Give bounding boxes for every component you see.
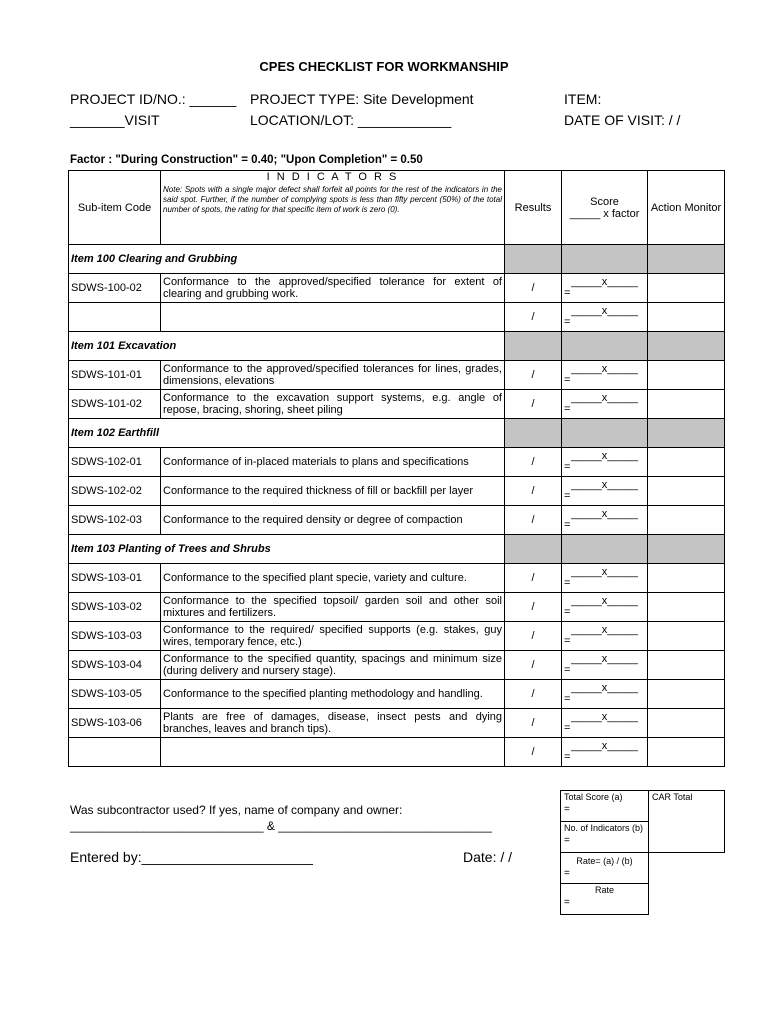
rate-cell[interactable] bbox=[561, 884, 649, 915]
subcontractor-question: Was subcontractor used? If yes, name of company and owner: bbox=[70, 803, 403, 817]
section-row bbox=[69, 535, 725, 564]
score-line: _____x_____ bbox=[571, 450, 638, 462]
action-monitor-cell[interactable] bbox=[648, 680, 725, 709]
action-monitor-header: Action Monitor bbox=[648, 171, 725, 245]
score-line: _____x_____ bbox=[571, 595, 638, 607]
action-monitor-cell[interactable] bbox=[648, 651, 725, 680]
table-row bbox=[69, 477, 725, 506]
subitem-code: SDWS-103-05 bbox=[69, 680, 161, 709]
page-title: CPES CHECKLIST FOR WORKMANSHIP bbox=[259, 59, 509, 74]
rate-ab-eq: = bbox=[564, 868, 570, 879]
table-header-row bbox=[69, 171, 725, 245]
subitem-code: SDWS-103-04 bbox=[69, 651, 161, 680]
indicator-text: Conformance to the excavation support systems, e.g. angle of repose, bracing, shoring, sheet piling bbox=[161, 390, 505, 419]
score-line: _____x_____ bbox=[571, 363, 638, 375]
score-cell[interactable] bbox=[562, 448, 648, 477]
action-monitor-cell[interactable] bbox=[648, 738, 725, 767]
subitem-code: SDWS-103-02 bbox=[69, 593, 161, 622]
section-row bbox=[69, 332, 725, 361]
subitem-code: SDWS-102-01 bbox=[69, 448, 161, 477]
score-header-factor: _____ x factor bbox=[569, 207, 640, 220]
score-line: _____x_____ bbox=[571, 276, 638, 288]
rate-ab-label: Rate= (a) / (b) bbox=[576, 856, 633, 866]
section-title: Item 103 Planting of Trees and Shrubs bbox=[69, 535, 505, 564]
table-row bbox=[69, 448, 725, 477]
score-eq: = bbox=[564, 606, 571, 618]
project-id-field: PROJECT ID/NO.: ______ bbox=[70, 91, 237, 107]
rate-eq: = bbox=[564, 897, 570, 908]
date-of-visit-field: DATE OF VISIT: / / bbox=[564, 112, 681, 128]
factor-note: Factor : "During Construction" = 0.40; "Upon Completion" = 0.50 bbox=[70, 154, 423, 166]
score-cell[interactable] bbox=[562, 303, 648, 332]
results-cell[interactable]: / bbox=[505, 622, 562, 651]
indicator-text: Conformance to the specified topsoil/ garden soil and other soil mixtures and fertilizers. bbox=[161, 593, 505, 622]
action-monitor-cell[interactable] bbox=[648, 361, 725, 390]
table-row bbox=[69, 506, 725, 535]
results-header: Results bbox=[505, 171, 562, 245]
no-indicators-eq: = bbox=[564, 835, 570, 846]
subitem-code: SDWS-100-02 bbox=[69, 274, 161, 303]
subitem-code: SDWS-102-03 bbox=[69, 506, 161, 535]
indicator-text bbox=[161, 738, 505, 767]
score-eq: = bbox=[564, 490, 571, 502]
entered-date-field[interactable]: Date: / / bbox=[463, 849, 513, 865]
score-eq: = bbox=[564, 374, 571, 386]
table-row bbox=[69, 564, 725, 593]
entered-by-field[interactable]: Entered by:______________________ bbox=[70, 849, 313, 865]
action-monitor-cell[interactable] bbox=[648, 303, 725, 332]
score-header-label: Score bbox=[590, 195, 619, 208]
section-shade-cell bbox=[648, 419, 725, 448]
table-row bbox=[69, 274, 725, 303]
action-monitor-cell[interactable] bbox=[648, 477, 725, 506]
results-cell[interactable]: / bbox=[505, 303, 562, 332]
table-row bbox=[69, 390, 725, 419]
score-cell[interactable] bbox=[562, 651, 648, 680]
results-cell[interactable]: / bbox=[505, 390, 562, 419]
results-cell[interactable]: / bbox=[505, 738, 562, 767]
results-cell[interactable]: / bbox=[505, 448, 562, 477]
section-shade-cell bbox=[562, 535, 648, 564]
no-indicators-label: No. of Indicators (b) bbox=[564, 823, 644, 833]
subitem-code bbox=[69, 303, 161, 332]
subcontractor-lines[interactable]: _____________________________ & ________________________________ bbox=[70, 819, 492, 833]
section-title: Item 100 Clearing and Grubbing bbox=[69, 245, 505, 274]
score-eq: = bbox=[564, 287, 571, 299]
results-cell[interactable]: / bbox=[505, 680, 562, 709]
total-score-eq: = bbox=[564, 804, 570, 815]
score-eq: = bbox=[564, 664, 571, 676]
subitem-code: SDWS-103-01 bbox=[69, 564, 161, 593]
table-row bbox=[69, 738, 725, 767]
score-header bbox=[562, 171, 648, 245]
action-monitor-cell[interactable] bbox=[648, 506, 725, 535]
indicator-text: Conformance of in-placed materials to plans and specifications bbox=[161, 448, 505, 477]
summary-table bbox=[560, 790, 725, 915]
rate-label: Rate bbox=[594, 885, 614, 895]
subitem-code: SDWS-103-06 bbox=[69, 709, 161, 738]
score-line: _____x_____ bbox=[571, 740, 638, 752]
subitem-code: SDWS-103-03 bbox=[69, 622, 161, 651]
section-title: Item 102 Earthfill bbox=[69, 419, 505, 448]
score-eq: = bbox=[564, 577, 571, 589]
section-shade-cell bbox=[505, 419, 562, 448]
section-row bbox=[69, 419, 725, 448]
table-row bbox=[69, 303, 725, 332]
action-monitor-cell[interactable] bbox=[648, 448, 725, 477]
results-cell[interactable]: / bbox=[505, 477, 562, 506]
subitem-code: SDWS-102-02 bbox=[69, 477, 161, 506]
section-shade-cell bbox=[648, 332, 725, 361]
results-cell[interactable]: / bbox=[505, 651, 562, 680]
section-shade-cell bbox=[562, 332, 648, 361]
score-cell[interactable] bbox=[562, 361, 648, 390]
indicator-text: Conformance to the approved/specified tolerance for extent of clearing and grubbing work. bbox=[161, 274, 505, 303]
indicator-text: Conformance to the specified quantity, spacings and minimum size (during delivery and nursery stage). bbox=[161, 651, 505, 680]
rate-ab-cell[interactable] bbox=[561, 853, 649, 884]
score-line: _____x_____ bbox=[571, 392, 638, 404]
score-cell[interactable] bbox=[562, 593, 648, 622]
section-shade-cell bbox=[505, 332, 562, 361]
indicators-note: Note: Spots with a single major defect shall forfeit all points for the rest of the indicators in the said spot. Further, if the number of complying spots is less than fifty percent (50%) of the total number of spots, the rating for that specific item of work is zero (0). bbox=[163, 185, 502, 214]
indicator-text: Conformance to the required thickness of fill or backfill per layer bbox=[161, 477, 505, 506]
section-title: Item 101 Excavation bbox=[69, 332, 505, 361]
indicator-text: Plants are free of damages, disease, insect pests and dying branches, leaves and branch tips). bbox=[161, 709, 505, 738]
section-shade-cell bbox=[562, 419, 648, 448]
subitem-code bbox=[69, 738, 161, 767]
section-shade-cell bbox=[648, 245, 725, 274]
score-eq: = bbox=[564, 751, 571, 763]
indicator-text: Conformance to the approved/specified tolerances for lines, grades, dimensions, elevations bbox=[161, 361, 505, 390]
score-eq: = bbox=[564, 635, 571, 647]
action-monitor-cell[interactable] bbox=[648, 593, 725, 622]
score-line: _____x_____ bbox=[571, 305, 638, 317]
section-shade-cell bbox=[505, 535, 562, 564]
results-cell[interactable]: / bbox=[505, 274, 562, 303]
table-row bbox=[69, 680, 725, 709]
score-eq: = bbox=[564, 722, 571, 734]
car-total-cell[interactable] bbox=[649, 791, 725, 853]
indicators-header bbox=[161, 171, 505, 245]
score-line: _____x_____ bbox=[571, 682, 638, 694]
checklist-table bbox=[68, 170, 725, 767]
visit-field: _______VISIT bbox=[70, 112, 160, 128]
score-eq: = bbox=[564, 316, 571, 328]
results-cell[interactable]: / bbox=[505, 361, 562, 390]
score-cell[interactable] bbox=[562, 274, 648, 303]
subitem-code: SDWS-101-01 bbox=[69, 361, 161, 390]
section-shade-cell bbox=[562, 245, 648, 274]
score-eq: = bbox=[564, 461, 571, 473]
car-total-label: CAR Total bbox=[652, 792, 693, 802]
score-line: _____x_____ bbox=[571, 566, 638, 578]
score-cell[interactable] bbox=[562, 477, 648, 506]
score-line: _____x_____ bbox=[571, 479, 638, 491]
score-eq: = bbox=[564, 693, 571, 705]
score-line: _____x_____ bbox=[571, 653, 638, 665]
no-indicators-cell[interactable] bbox=[561, 822, 649, 853]
score-eq: = bbox=[564, 403, 571, 415]
score-cell[interactable] bbox=[562, 390, 648, 419]
total-score-cell[interactable] bbox=[561, 791, 649, 822]
score-cell[interactable] bbox=[562, 680, 648, 709]
score-line: _____x_____ bbox=[571, 711, 638, 723]
indicator-text: Conformance to the specified plant specie, variety and culture. bbox=[161, 564, 505, 593]
action-monitor-cell[interactable] bbox=[648, 709, 725, 738]
section-row bbox=[69, 245, 725, 274]
results-cell[interactable]: / bbox=[505, 709, 562, 738]
score-line: _____x_____ bbox=[571, 624, 638, 636]
action-monitor-cell[interactable] bbox=[648, 390, 725, 419]
score-cell[interactable] bbox=[562, 622, 648, 651]
score-line: _____x_____ bbox=[571, 508, 638, 520]
subitem-header: Sub-item Code bbox=[69, 171, 161, 245]
location-field: LOCATION/LOT: ____________ bbox=[250, 112, 452, 128]
indicator-text: Conformance to the specified planting methodology and handling. bbox=[161, 680, 505, 709]
table-row bbox=[69, 593, 725, 622]
table-row bbox=[69, 651, 725, 680]
score-cell[interactable] bbox=[562, 506, 648, 535]
score-cell[interactable] bbox=[562, 564, 648, 593]
score-cell[interactable] bbox=[562, 738, 648, 767]
score-cell[interactable] bbox=[562, 709, 648, 738]
score-eq: = bbox=[564, 519, 571, 531]
table-row bbox=[69, 361, 725, 390]
indicator-text bbox=[161, 303, 505, 332]
total-score-label: Total Score (a) bbox=[564, 792, 623, 802]
indicators-title: I N D I C A T O R S bbox=[266, 171, 399, 183]
table-row bbox=[69, 622, 725, 651]
section-shade-cell bbox=[648, 535, 725, 564]
results-cell[interactable]: / bbox=[505, 506, 562, 535]
results-cell[interactable]: / bbox=[505, 564, 562, 593]
action-monitor-cell[interactable] bbox=[648, 622, 725, 651]
project-type-field: PROJECT TYPE: Site Development bbox=[250, 91, 474, 107]
table-row bbox=[69, 709, 725, 738]
item-field: ITEM: bbox=[564, 91, 602, 107]
action-monitor-cell[interactable] bbox=[648, 274, 725, 303]
section-shade-cell bbox=[505, 245, 562, 274]
indicator-text: Conformance to the required density or degree of compaction bbox=[161, 506, 505, 535]
results-cell[interactable]: / bbox=[505, 593, 562, 622]
action-monitor-cell[interactable] bbox=[648, 564, 725, 593]
indicator-text: Conformance to the required/ specified supports (e.g. stakes, guy wires, temporary fence, etc.) bbox=[161, 622, 505, 651]
subitem-code: SDWS-101-02 bbox=[69, 390, 161, 419]
